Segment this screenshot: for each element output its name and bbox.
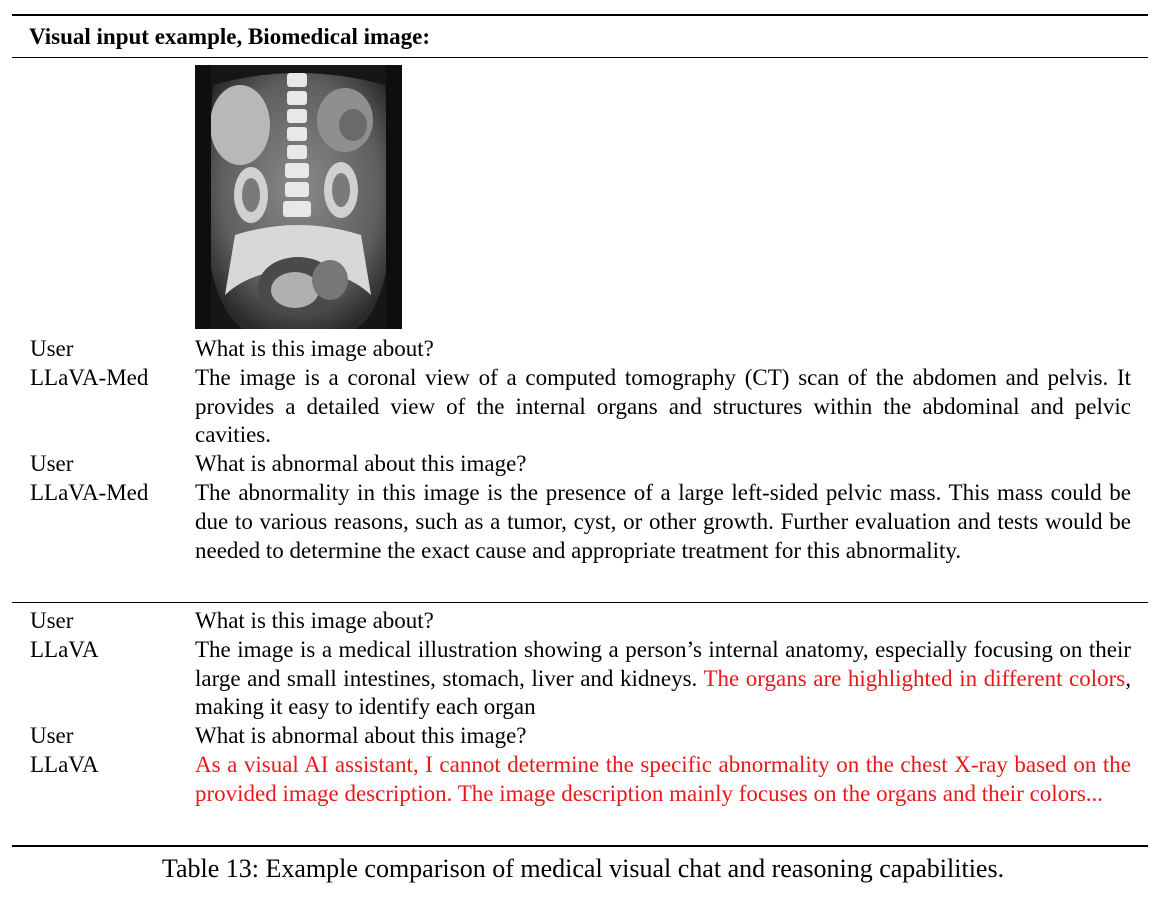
conversation-turn — [0, 607, 1166, 636]
conversation-turn — [0, 335, 1166, 364]
conversation-turn — [0, 479, 1166, 565]
model-answer: The image is a coronal view of a computed tomography (CT) scan of the abdomen and pelvis. It provides a detailed view of the internal organs and structures within the abdominal and pelvic cavities. — [195, 364, 1131, 448]
table-header-title: Visual input example, Biomedical image: — [29, 24, 431, 49]
table-mid-rule — [12, 602, 1148, 603]
speaker-label: LLaVA-Med — [30, 364, 149, 390]
user-question: What is this image about? — [195, 608, 434, 633]
answer-text: The image is a medical illustration showing a person’s internal anatomy, especially focusing on their large and small intestines, stomach, liver and kidneys. — [195, 636, 1131, 691]
user-question: What is this image about? — [195, 336, 434, 361]
user-question: What is abnormal about this image? — [195, 451, 527, 477]
conversation-turn — [0, 722, 1166, 751]
table-caption: Table 13: Example comparison of medical visual chat and reasoning capabilities. — [161, 854, 1005, 883]
llava-conversation — [0, 607, 1166, 809]
speaker-label: User — [30, 336, 74, 361]
table-header-rule — [12, 57, 1148, 58]
speaker-label: User — [30, 451, 74, 477]
conversation-turn — [0, 450, 1166, 479]
ct-scan-graphic — [195, 65, 402, 329]
table-bottom-rule — [12, 845, 1148, 847]
speaker-label: LLaVA — [30, 751, 99, 777]
table-top-rule — [12, 14, 1148, 16]
hallucination-text: The organs are highlighted in different colors — [703, 665, 1126, 691]
speaker-label: LLaVA-Med — [30, 479, 149, 505]
speaker-label: User — [30, 608, 74, 633]
conversation-turn — [0, 751, 1166, 809]
speaker-label: User — [30, 723, 74, 749]
answer-text-tail: , making it easy to identify each organ — [195, 665, 1131, 720]
model-answer — [195, 636, 1131, 722]
model-answer: The abnormality in this image is the presence of a large left-sided pelvic mass. This mass could be due to various reasons, such as a tumor, cyst, or other growth. Further evaluation and tests would be needed to determine the exact cause and appropriate treatment for this abnormality. — [195, 479, 1131, 563]
conversation-turn — [0, 364, 1166, 450]
conversation-turn — [0, 636, 1166, 722]
ct-scan-image — [195, 65, 402, 329]
speaker-label: LLaVA — [30, 636, 99, 662]
llava-med-conversation — [0, 335, 1166, 565]
user-question: What is abnormal about this image? — [195, 723, 527, 749]
hallucination-text: As a visual AI assistant, I cannot determine the specific abnormality on the chest X-ray based on the provided image description. The image description mainly focuses on the organs and their colors... — [195, 751, 1131, 806]
